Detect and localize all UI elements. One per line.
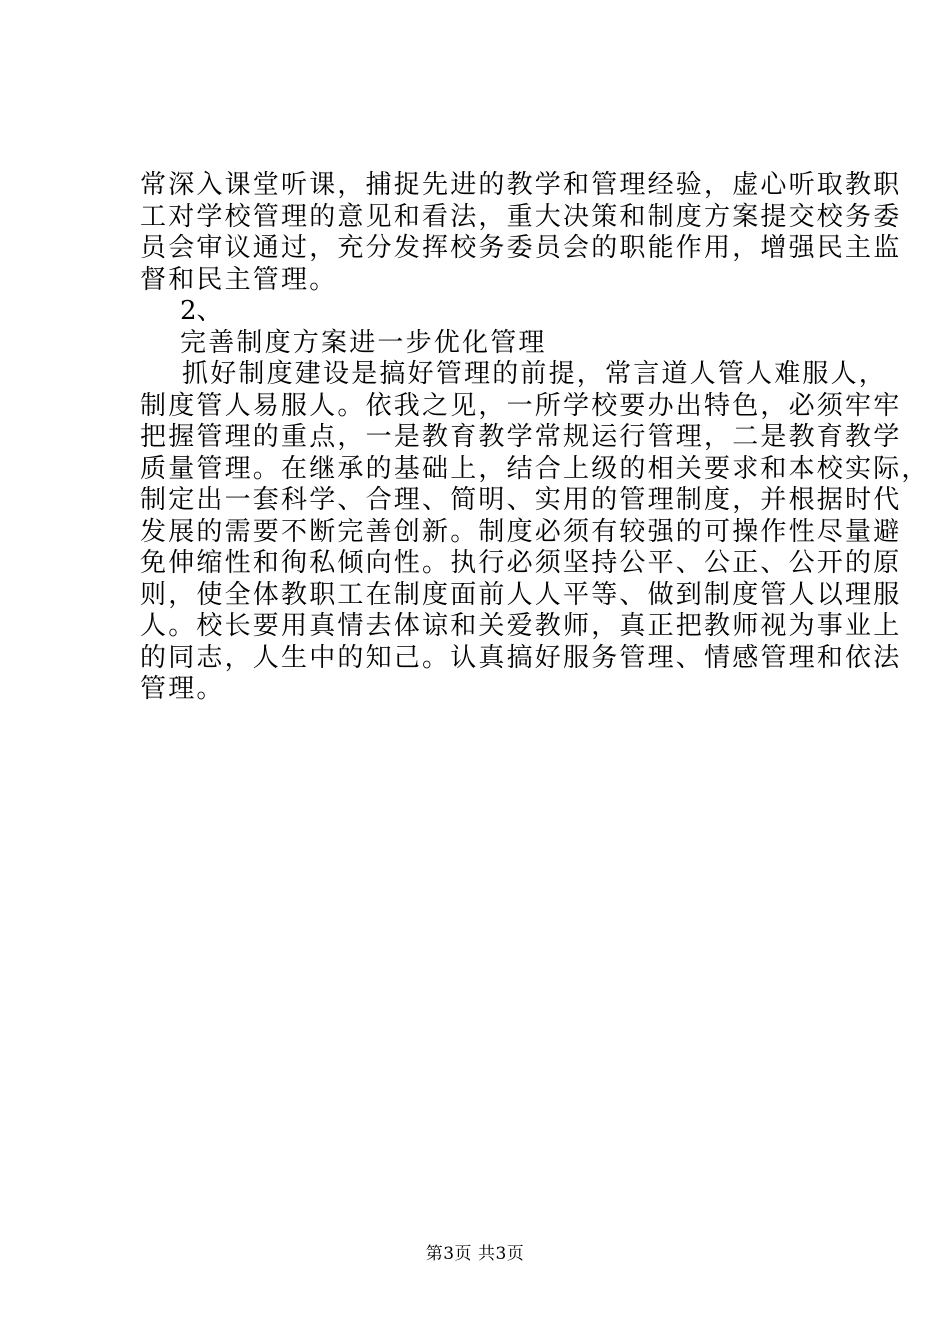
text-line: 把握管理的重点，一是教育教学常规运行管理，二是教育教学 — [140, 422, 902, 452]
text-line: 督和民主管理。 — [140, 264, 338, 295]
text-line: 质量管理。在继承的基础上，结合上级的相关要求和本校实际， — [140, 453, 930, 484]
text-line: 人。校长要用真情去体谅和关爱教师，真正把教师视为事业上 — [140, 611, 902, 641]
text-line: 制度管人易服人。依我之见，一所学校要办出特色，必须牢牢 — [140, 390, 902, 421]
text-line: 制定出一套科学、合理、简明、实用的管理制度，并根据时代 — [140, 485, 902, 515]
section-number: 2、 — [180, 296, 223, 326]
text-line: 免伸缩性和徇私倾向性。执行必须坚持公平、公正、公开的原 — [140, 548, 902, 578]
document-body — [140, 170, 930, 706]
text-line: 发展的需要不断完善创新。制度必须有较强的可操作性尽量避 — [140, 516, 902, 547]
text-line: 员会审议通过，充分发挥校务委员会的职能作用，增强民主监 — [140, 233, 902, 263]
text-line: 管理。 — [140, 674, 225, 704]
section-heading: 完善制度方案进一步优化管理 — [180, 327, 547, 358]
text-line: 则，使全体教职工在制度面前人人平等、做到制度管人以理服 — [140, 579, 902, 610]
page-footer: 第3页 共3页 — [425, 1244, 525, 1264]
text-line: 抓好制度建设是搞好管理的前提，常言道人管人难服人， — [182, 359, 888, 389]
text-line: 工对学校管理的意见和看法，重大决策和制度方案提交校务委 — [140, 201, 902, 232]
text-line: 的同志，人生中的知己。认真搞好服务管理、情感管理和依法 — [140, 642, 902, 673]
text-line: 常深入课堂听课，捕捉先进的教学和管理经验，虚心听取教职 — [140, 170, 902, 200]
